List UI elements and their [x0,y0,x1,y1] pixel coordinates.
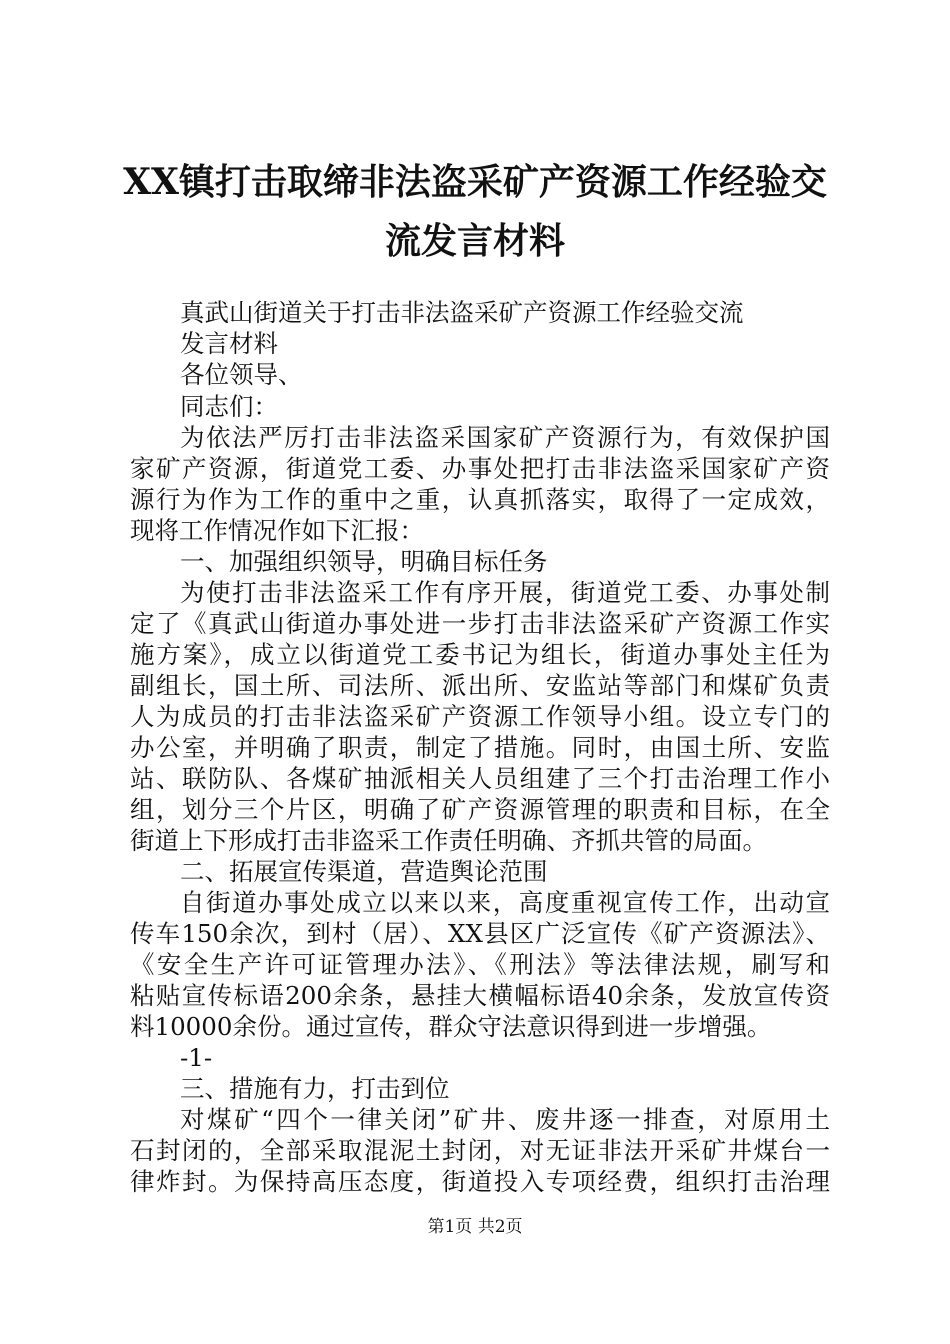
body-line: 家矿产资源，街道党工委、办事处把打击非法盗采国家矿产资 [130,454,830,483]
body-line: 副组长，国土所、司法所、派出所、安监站等部门和煤矿负责 [130,671,830,700]
section-heading: 一、加强组织领导，明确目标任务 [180,547,548,576]
body-line: 石封闭的，全部采取混泥土封闭，对无证非法开采矿井煤台一 [130,1136,830,1165]
body-line: 人为成员的打击非法盗采矿产资源工作领导小组。设立专门的 [130,702,830,731]
body-line: 料10000余份。通过宣传，群众守法意识得到进一步增强。 [130,1012,772,1041]
document-title-line-1: XX镇打击取缔非法盗采矿产资源工作经验交 [123,161,827,203]
section-heading: 二、拓展宣传渠道，营造舆论范围 [180,857,548,886]
body-line: 施方案》，成立以街道党工委书记为组长，街道办事处主任为 [130,640,830,669]
body-line: 为使打击非法盗采工作有序开展，街道党工委、办事处制 [180,578,830,607]
body-line: 街道上下形成打击非盗采工作责任明确、齐抓共管的局面。 [130,826,767,855]
body-line: 为依法严厉打击非法盗采国家矿产资源行为，有效保护国 [180,423,830,452]
body-line: 同志们： [180,392,278,421]
body-line: 粘贴宣传标语200余条，悬挂大横幅标语40余条，发放宣传资 [130,981,830,1010]
body-line: 组，划分三个片区，明确了矿产资源管理的职责和目标，在全 [130,795,830,824]
body-line: 定了《真武山街道办事处进一步打击非法盗采矿产资源工作实 [130,609,830,638]
document-title-line-2: 流发言材料 [384,220,565,262]
body-line: 发言材料 [180,329,278,358]
body-line: 现将工作情况作如下汇报： [130,516,424,545]
body-line: 真武山街道关于打击非法盗采矿产资源工作经验交流 [180,298,744,327]
body-line: 传车150余次，到村（居）、XX县区广泛宣传《矿产资源法》、 [130,919,830,948]
body-line: 律炸封。为保持高压态度，街道投入专项经费，组织打击治理 [130,1167,830,1196]
body-line: 源行为作为工作的重中之重，认真抓落实，取得了一定成效， [130,485,830,514]
page-footer: 第1页 共2页 [427,1217,523,1237]
body-line: 各位领导、 [180,360,303,389]
section-heading: 三、措施有力，打击到位 [180,1074,450,1103]
body-line: 自街道办事处成立以来以来，高度重视宣传工作，出动宣 [180,888,830,917]
page-marker: -1- [180,1043,213,1072]
body-line: 对煤矿“四个一律关闭”矿井、废井逐一排查，对原用土 [180,1105,830,1134]
body-line: 办公室，并明确了职责，制定了措施。同时，由国土所、安监 [130,733,830,762]
body-line: 站、联防队、各煤矿抽派相关人员组建了三个打击治理工作小 [130,764,830,793]
body-line: 《安全生产许可证管理办法》、《刑法》等法律法规，刷写和 [130,950,830,979]
